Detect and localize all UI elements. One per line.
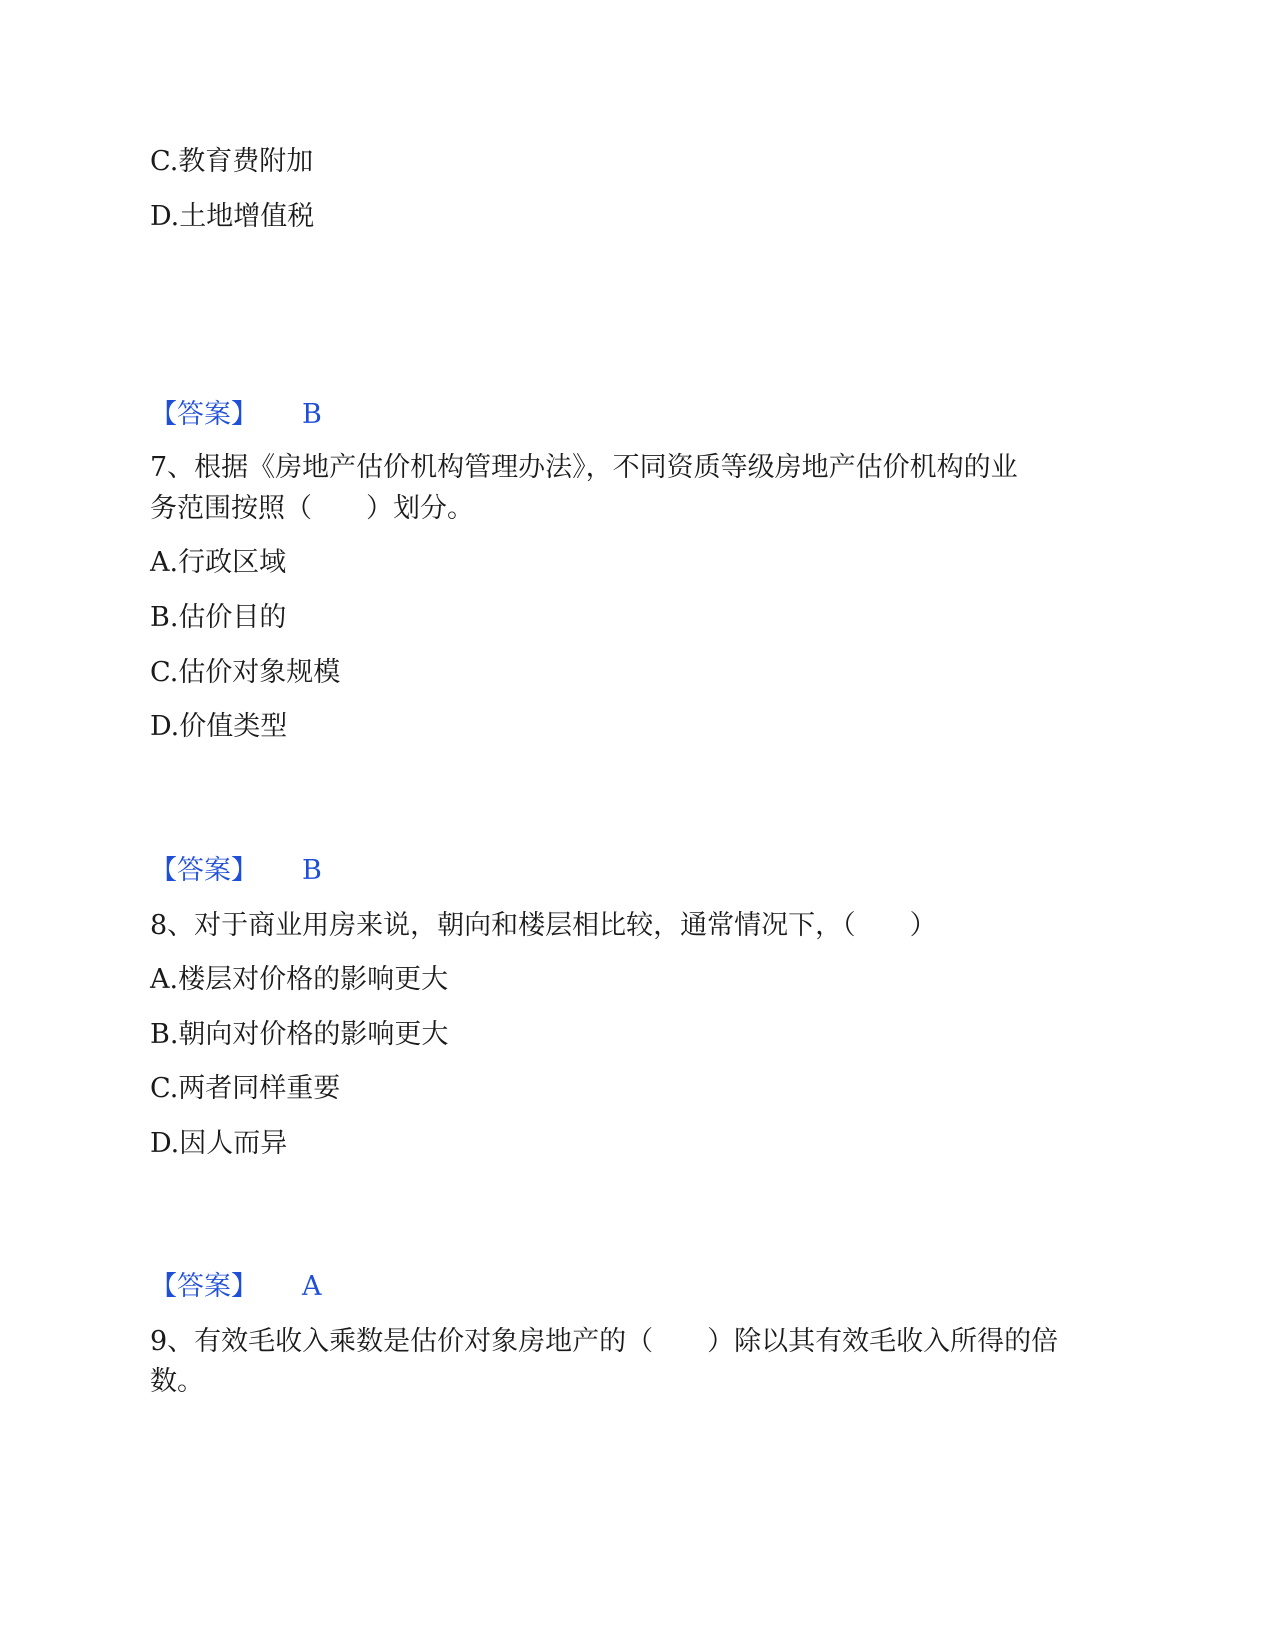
answer-value: B — [302, 399, 322, 430]
answer-value: B — [302, 855, 322, 886]
answer-label: 【答案】 — [150, 855, 258, 886]
q7-answer — [150, 851, 322, 891]
q8-option-d: D.因人而异 — [150, 1128, 288, 1159]
q7-option-a: A.行政区域 — [150, 547, 287, 578]
q9-stem-line1: 9、有效毛收入乘数是估价对象房地产的（ ）除以其有效毛收入所得的倍 — [150, 1326, 1059, 1357]
q8-answer — [150, 1267, 322, 1307]
q8-option-c: C.两者同样重要 — [150, 1073, 341, 1104]
q9-stem-line2: 数。 — [150, 1366, 204, 1397]
answer-value: A — [302, 1271, 322, 1302]
q8-stem-line1: 8、对于商业用房来说，朝向和楼层相比较，通常情况下，（ ） — [150, 910, 937, 941]
q6-answer — [150, 395, 322, 435]
q6-option-c: D.土地增值税 — [150, 201, 315, 232]
q7-option-c: C.估价对象规模 — [150, 657, 341, 688]
q7-option-b: B.估价目的 — [150, 602, 287, 633]
q7-option-d: D.价值类型 — [150, 711, 288, 742]
q7-stem-line1: 7、根据《房地产估价机构管理办法》，不同资质等级房地产估价机构的业 — [150, 452, 1018, 483]
q6-option-b: C.教育费附加 — [150, 146, 314, 177]
q8-option-b: B.朝向对价格的影响更大 — [150, 1019, 449, 1050]
q7-stem-line2: 务范围按照（ ）划分。 — [150, 493, 474, 524]
q8-option-a: A.楼层对价格的影响更大 — [150, 964, 449, 995]
answer-label: 【答案】 — [150, 399, 258, 430]
answer-label: 【答案】 — [150, 1271, 258, 1302]
